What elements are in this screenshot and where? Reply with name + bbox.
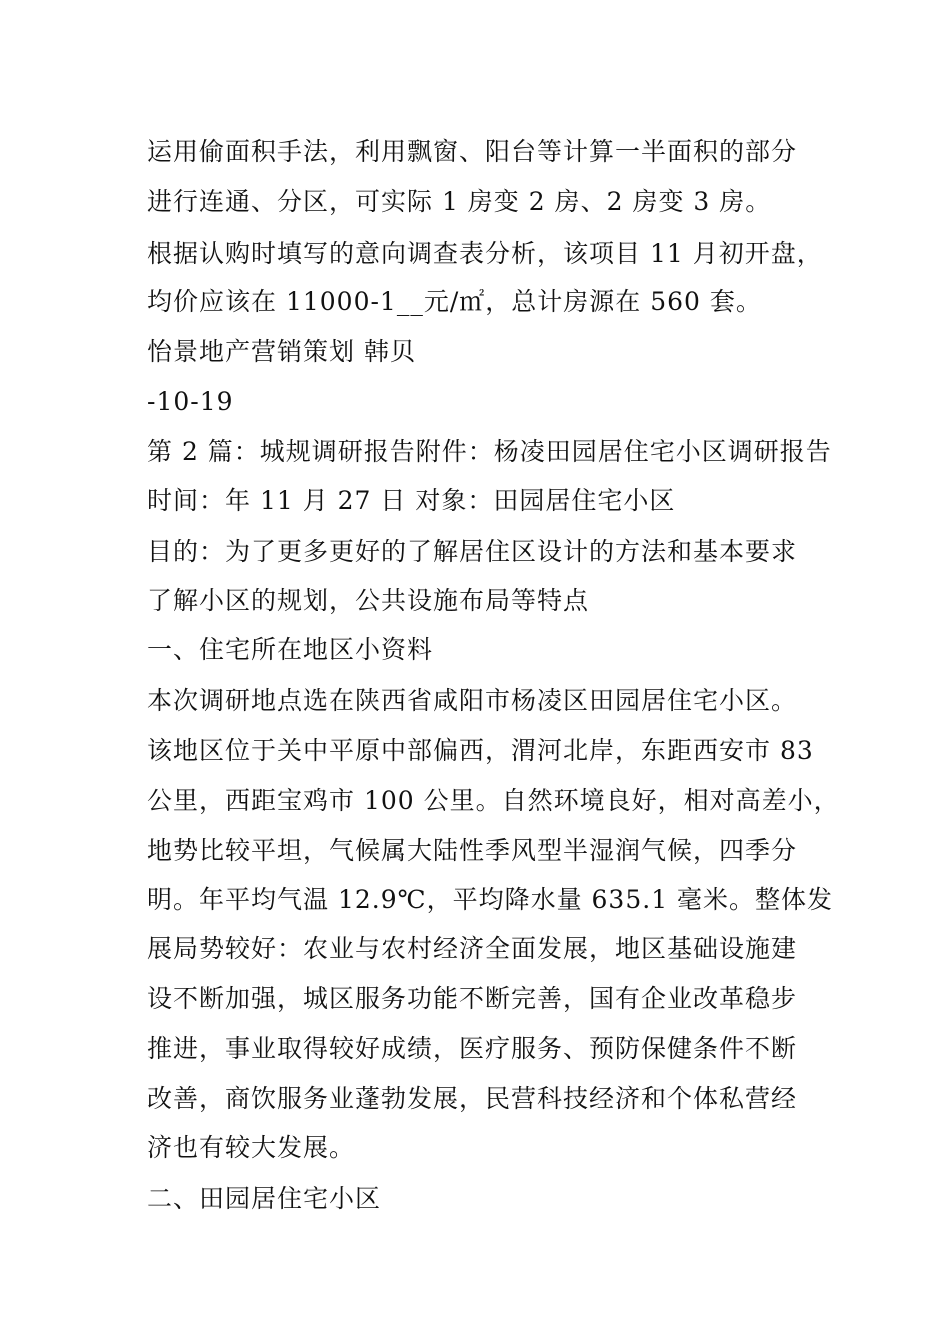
subsection-heading: 一、住宅所在地区小资料 (147, 635, 434, 664)
text-line: 根据认购时填写的意向调查表分析，该项目 11 月初开盘， (147, 239, 823, 268)
text-line: 本次调研地点选在陕西省咸阳市杨凌区田园居住宅小区。 (147, 686, 798, 715)
section-heading: 第 2 篇：城规调研报告附件：杨凌田园居住宅小区调研报告 (147, 437, 832, 466)
text-line: 济也有较大发展。 (147, 1133, 356, 1162)
text-line: 进行连通、分区，可实际 1 房变 2 房、2 房变 3 房。 (147, 187, 772, 216)
author-line: 怡景地产营销策划 韩贝 (147, 337, 416, 366)
text-line: 设不断加强，城区服务功能不断完善，国有企业改革稳步 (147, 984, 798, 1013)
text-line: 改善，商饮服务业蓬勃发展，民营科技经济和个体私营经 (147, 1084, 798, 1113)
text-line: 了解小区的规划，公共设施布局等特点 (147, 586, 590, 615)
text-line: 展局势较好：农业与农村经济全面发展，地区基础设施建 (147, 934, 798, 963)
text-line: 推进，事业取得较好成绩，医疗服务、预防保健条件不断 (147, 1034, 798, 1063)
text-line: 该地区位于关中平原中部偏西，渭河北岸，东距西安市 83 (147, 736, 814, 765)
text-line: 公里，西距宝鸡市 100 公里。自然环境良好，相对高差小， (147, 786, 840, 815)
text-line: 均价应该在 11000-1__元/㎡，总计房源在 560 套。 (147, 287, 762, 316)
subsection-heading: 二、田园居住宅小区 (147, 1184, 382, 1213)
date-line: -10-19 (147, 387, 234, 416)
text-line: 明。年平均气温 12.9℃，平均降水量 635.1 毫米。整体发 (147, 885, 834, 914)
text-line: 目的：为了更多更好的了解居住区设计的方法和基本要求 (147, 537, 798, 566)
text-line: 时间：年 11 月 27 日 对象：田园居住宅小区 (147, 486, 676, 515)
text-line: 运用偷面积手法，利用飘窗、阳台等计算一半面积的部分 (147, 137, 798, 166)
text-line: 地势比较平坦，气候属大陆性季风型半湿润气候，四季分 (147, 836, 798, 865)
